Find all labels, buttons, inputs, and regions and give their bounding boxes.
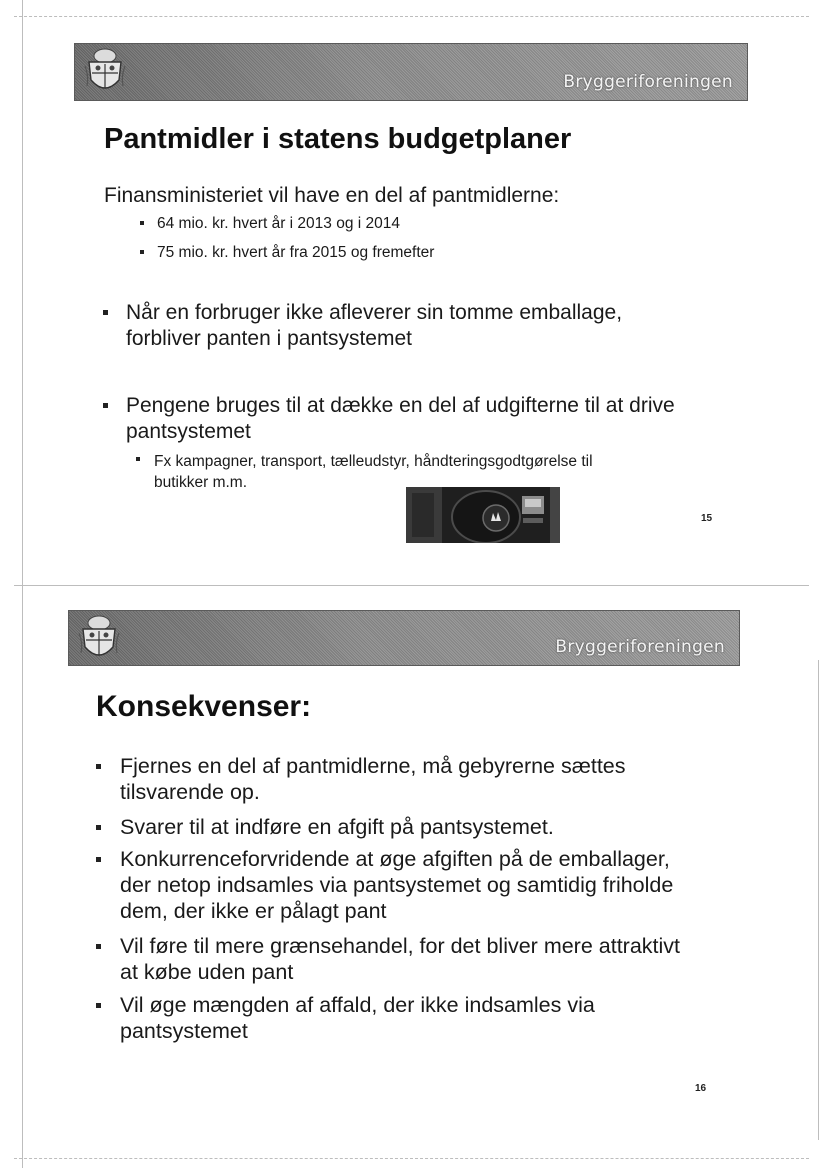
org-name: Bryggeriforeningen — [555, 637, 725, 657]
bullet-line: dem, der ikke er pålagt pant — [120, 899, 387, 923]
sub-bullet-text: 75 mio. kr. hvert år fra 2015 og fremefter — [157, 244, 435, 261]
slide-title: Pantmidler i statens budgetplaner — [104, 123, 572, 155]
top-page-rule — [14, 16, 809, 17]
page-number: 15 — [701, 513, 713, 524]
bullet-line: pantsystemet — [126, 420, 251, 443]
bullet-line: Vil øge mængden af affald, der ikke indsamles via — [120, 993, 595, 1017]
bullet-square-icon — [103, 310, 108, 315]
slide-divider-rule — [14, 585, 809, 586]
bullet-item — [96, 814, 554, 840]
bullet-item — [103, 393, 675, 445]
bullet-square-icon — [96, 1003, 101, 1008]
bullet-item — [103, 300, 622, 352]
bullet-item — [96, 753, 626, 805]
sub-bullet-text: 64 mio. kr. hvert år i 2013 og i 2014 — [157, 215, 400, 232]
page-number: 16 — [695, 1083, 707, 1094]
slide-header-banner — [74, 43, 748, 101]
bullet-square-icon — [96, 764, 101, 769]
bullet-line: Konkurrenceforvridende at øge afgiften på de emballager, — [120, 847, 670, 871]
bullet-square-icon — [103, 403, 108, 408]
bullet-square-icon — [140, 250, 144, 254]
bullet-line: Fjernes en del af pantmidlerne, må gebyrerne sættes — [120, 754, 626, 778]
right-margin-rule — [818, 660, 819, 1140]
bullet-square-icon — [96, 857, 101, 862]
bullet-square-icon — [136, 457, 140, 461]
bullet-line: Pengene bruges til at dække en del af udgifterne til at drive — [126, 394, 675, 417]
bullet-line: Når en forbruger ikke afleverer sin tomme emballage, — [126, 301, 623, 324]
slide-title: Konsekvenser: — [96, 690, 312, 723]
org-name: Bryggeriforeningen — [563, 72, 733, 92]
bullet-item — [96, 992, 595, 1044]
bullet-item — [96, 846, 673, 924]
slide-header-banner — [68, 610, 740, 666]
bullet-line: pantsystemet — [120, 1019, 248, 1043]
reverse-vending-machine-photo — [406, 487, 560, 543]
bullet-line: der netop indsamles via pantsystemet og samtidig friholde — [120, 873, 674, 897]
sub-bullet-line: butikker m.m. — [154, 474, 248, 491]
coat-of-arms-logo-icon — [83, 46, 127, 98]
sub-bullet — [140, 215, 400, 233]
bullet-line: tilsvarende op. — [120, 780, 260, 804]
bullet-square-icon — [96, 944, 101, 949]
sub-bullet-line: Fx kampagner, transport, tælleudstyr, håndteringsgodtgørelse til — [154, 453, 593, 470]
bottom-page-rule — [14, 1158, 809, 1159]
coat-of-arms-logo-icon — [77, 613, 121, 665]
left-margin-rule — [22, 0, 23, 1168]
bullet-line: forbliver panten i pantsystemet — [126, 327, 412, 350]
bullet-line: Vil føre til mere grænsehandel, for det bliver mere attraktivt — [120, 934, 681, 958]
sub-bullet — [140, 244, 434, 262]
bullet-item — [96, 933, 680, 985]
bullet-line: at købe uden pant — [120, 960, 294, 984]
intro-text: Finansministeriet vil have en del af pantmidlerne: — [104, 184, 560, 207]
bullet-square-icon — [96, 825, 101, 830]
bullet-line: Svarer til at indføre en afgift på pantsystemet. — [120, 815, 554, 839]
bullet-square-icon — [140, 221, 144, 225]
